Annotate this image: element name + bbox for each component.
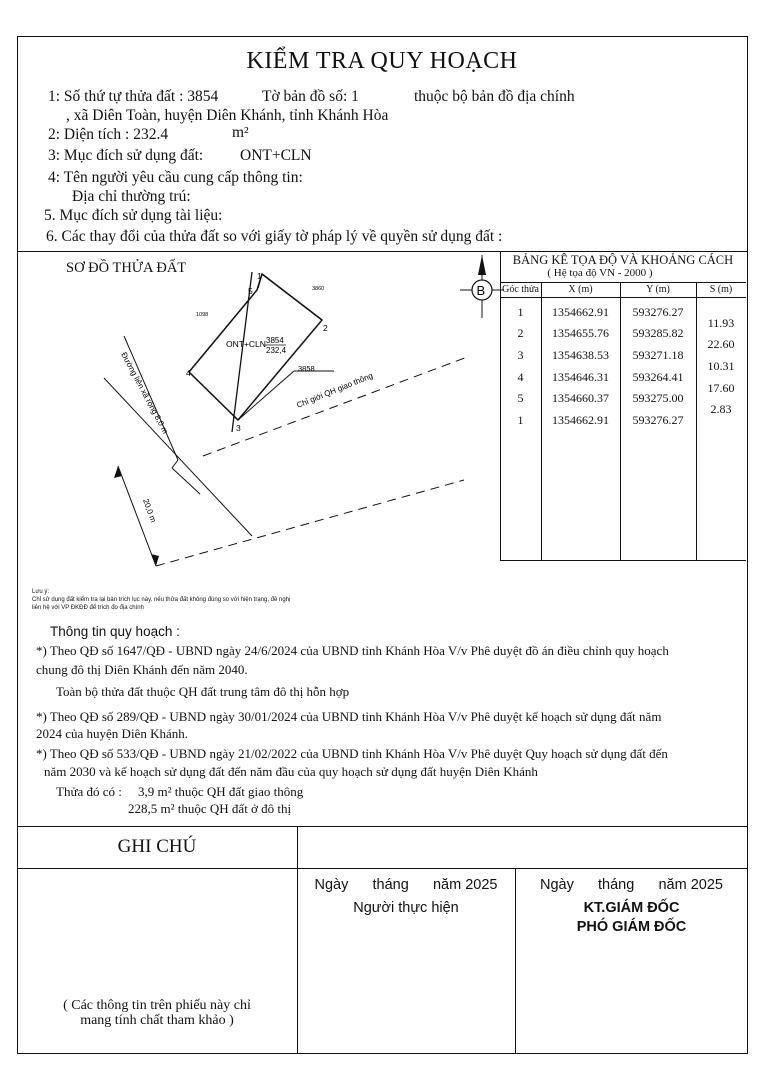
table-cell: 593285.82 (632, 326, 684, 340)
table-cell: 593276.27 (632, 305, 684, 319)
table-cell: 4 (517, 370, 524, 384)
planning-text: Thửa đó có : (56, 784, 122, 799)
land-use-value: ONT+CLN (240, 147, 312, 164)
map-sheet-number: Tờ bản đồ số: 1 (262, 88, 359, 105)
table-cell: 593276.27 (632, 413, 684, 427)
vertex-5: 5 (248, 286, 253, 296)
dimension-label: 20,0 m (141, 497, 158, 524)
note-line: liên hệ với VP ĐKĐĐ để trích đo địa chính (32, 605, 144, 611)
parcel-area-label: 232,4 (266, 346, 287, 355)
area-unit: m² (232, 124, 249, 141)
neighbour-3860: 3860 (312, 286, 325, 292)
vertex-4: 4 (186, 368, 191, 378)
table-cell: 593271.18 (632, 348, 684, 362)
road-edge (104, 378, 252, 536)
table-cell: 1354662.91 (552, 413, 609, 427)
planning-heading: Thông tin quy hoạch : (50, 624, 180, 639)
road-label: Đường liên xã rộng 8,0 m (119, 350, 170, 436)
table-cell: 5 (517, 391, 524, 405)
table-rule (500, 252, 501, 560)
changes-label: 6. Các thay đổi của thửa đất so với giấy tờ pháp lý về quyền sử dụng đất : (46, 228, 503, 245)
col-header-y: Y (m) (646, 284, 670, 295)
planning-text: 228,5 m² thuộc QH đất ở đô thị (128, 801, 292, 816)
table-cell: 1354638.53 (552, 348, 609, 362)
vertex-1: 1 (257, 271, 262, 281)
planning-boundary (203, 356, 470, 456)
planning-text: chung đô thị Diên Khánh đến năm 2040. (36, 662, 248, 677)
coord-table-subtitle: ( Hệ tọa độ VN - 2000 ) (547, 267, 653, 279)
distance-cell: 22.60 (707, 337, 735, 351)
table-cell: 1 (517, 413, 524, 427)
page-title: KIỂM TRA QUY HOẠCH (246, 48, 518, 74)
footer-rule (297, 826, 298, 1054)
north-arrow-icon (478, 255, 486, 275)
table-cell: 1354655.76 (552, 326, 609, 340)
map-set: thuộc bộ bản đồ địa chính (414, 88, 575, 105)
neighbour-3858: 3858 (298, 364, 315, 373)
table-cell: 1354660.37 (552, 391, 609, 405)
planning-text: *) Theo QĐ số 1647/QĐ - UBND ngày 24/6/2024 của UBND tỉnh Khánh Hòa V/v Phê duyệt đồ án điều chỉnh quy hoạch (36, 643, 669, 658)
table-cell: 1354662.91 (552, 305, 609, 319)
neighbour-line (238, 371, 294, 420)
parcel-use-label: ONT+CLN (226, 339, 266, 349)
north-label: B (476, 283, 486, 298)
address-line: , xã Diên Toàn, huyện Diên Khánh, tỉnh Khánh Hòa (66, 107, 389, 124)
signer-title: KT.GIÁM ĐỐC (583, 900, 680, 916)
planning-text: năm 2030 và kế hoạch sử dụng đất đến năm đầu của quy hoạch sử dụng đất huyện Diên Khánh (44, 764, 538, 779)
table-rule (500, 282, 746, 283)
date-left: Ngày tháng năm 2025 (314, 877, 498, 893)
coord-table-title: BẢNG KÊ TỌA ĐỘ VÀ KHOẢNG CÁCH (512, 253, 734, 267)
road-edge (172, 468, 200, 494)
table-cell: 593275.00 (632, 391, 684, 405)
col-header-point: Góc thửa (502, 284, 539, 295)
road-edge (172, 460, 178, 468)
disclaimer-line: mang tính chất tham khảo ) (80, 1013, 234, 1028)
diagram-title: SƠ ĐỒ THỬA ĐẤT (66, 260, 187, 276)
notes-heading: GHI CHÚ (117, 836, 197, 857)
area: 2: Diện tích : 232.4 (48, 126, 169, 143)
note-line: Chỉ sử dụng đất kiểm tra lại bản trích lục này, nếu thửa đất không đúng so với hiện trạng, đề nghị (32, 597, 291, 603)
distance-cell: 17.60 (707, 381, 735, 395)
distance-cell: 11.93 (707, 316, 735, 330)
signer-subtitle: PHÓ GIÁM ĐỐC (576, 919, 687, 935)
table-cell: 593264.41 (632, 370, 684, 384)
table-cell: 1 (517, 305, 524, 319)
planning-text: *) Theo QĐ số 289/QĐ - UBND ngày 30/01/2024 của UBND tỉnh Khánh Hòa V/v Phê duyệt kế hoạch sử dụng đất năm (36, 709, 662, 724)
col-header-s: S (m) (709, 284, 733, 295)
note-line: Lưu ý: (32, 589, 50, 595)
footer-rule (17, 826, 748, 827)
col-header-x: X (m) (568, 284, 593, 295)
distance-cell: 10.31 (707, 359, 735, 373)
date-right: Ngày tháng năm 2025 (540, 877, 723, 893)
table-cell: 3 (517, 348, 524, 362)
table-rule (500, 560, 746, 561)
purpose-label: 5. Mục đích sử dụng tài liệu: (44, 207, 223, 224)
residence-label: Địa chỉ thường trú: (72, 188, 191, 205)
neighbour-1098: 1098 (196, 312, 209, 318)
planning-boundary (156, 480, 464, 566)
performer-label: Người thực hiện (353, 900, 459, 916)
boundary-label: Chỉ giới QH giao thông (295, 371, 375, 410)
planning-text: Toàn bộ thửa đất thuộc QH đất trung tâm đô thị hỗn hợp (56, 684, 350, 699)
requester-label: 4: Tên người yêu cầu cung cấp thông tin: (48, 169, 303, 186)
table-cell: 1354646.31 (552, 370, 609, 384)
table-cell: 2 (517, 326, 524, 340)
table-rule (500, 297, 746, 298)
vertex-2: 2 (323, 323, 328, 333)
parcel-number-label: 3854 (266, 336, 284, 345)
parcel-number: 1: Số thứ tự thửa đất : 3854 (48, 88, 219, 105)
footer-rule (515, 868, 516, 1054)
planning-text: 2024 của huyện Diên Khánh. (36, 726, 188, 741)
footer-rule (17, 868, 748, 869)
disclaimer-line: ( Các thông tin trên phiếu này chỉ (63, 998, 251, 1013)
land-use-label: 3: Mục đích sử dụng đất: (48, 147, 204, 164)
planning-text: 3,9 m² thuộc QH đất giao thông (138, 784, 304, 799)
vertex-3: 3 (236, 423, 241, 433)
planning-text: *) Theo QĐ số 533/QĐ - UBND ngày 21/02/2022 của UBND tỉnh Khánh Hòa V/v Phê duyệt Quy hoạch sử dụng đất đến (36, 746, 668, 761)
distance-cell: 2.83 (710, 402, 732, 416)
